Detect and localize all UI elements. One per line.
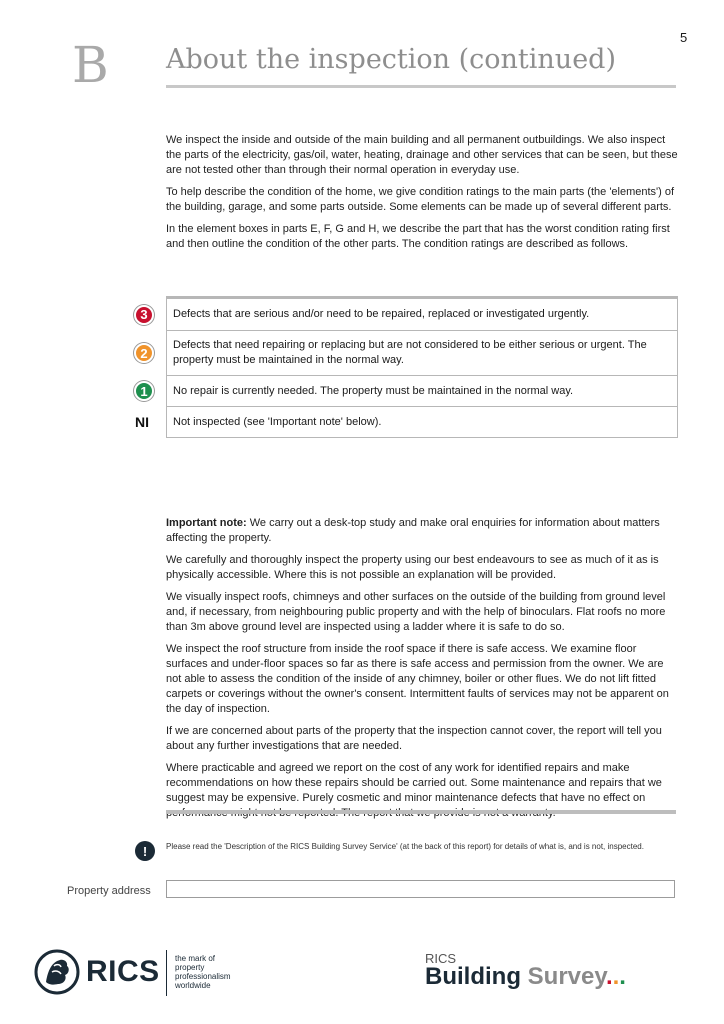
rating-2-badge-icon: 2: [134, 343, 154, 363]
intro-paragraph: We inspect the inside and outside of the main building and all permanent outbuildings. We also inspect the parts of the electricity, gas/oil, water, heating, drainage and other services that can be seen, but these are not tested other than through their normal operation in everyday use.: [166, 134, 678, 176]
note-paragraph: We inspect the roof structure from inside the roof space if there is safe access. We examine floor surfaces and under-floor spaces so far as there is safe access and permission from the owner. We are not able to assess the condition of the inside of any chimney, boiler or other flues. We do not lift fitted carpets or coverings without the owner's consent. Intermittent faults of services may not be apparent on the day of inspection.: [166, 643, 669, 715]
rating-3-badge-icon: 3: [134, 305, 154, 325]
important-note-paragraph: [166, 516, 680, 546]
brand-building-survey: [425, 965, 626, 989]
important-notes: [166, 516, 680, 828]
rating-row-2: [140, 331, 677, 376]
brand-survey: Survey: [527, 963, 606, 990]
rating-description: No repair is currently needed. The property must be maintained in the normal way.: [173, 384, 574, 397]
logo-divider: [166, 950, 167, 996]
tagline-line: the mark of: [175, 954, 216, 963]
brand-building: Building: [425, 963, 521, 990]
intro-paragraph: To help describe the condition of the home, we give condition ratings to the main parts (the 'elements') of the building, garage, and some parts outside. Some elements can be made up of several different parts.: [166, 186, 675, 213]
rics-logo: [34, 948, 160, 996]
info-text: Please read the 'Description of the RICS Building Survey Service' (at the back of this report) for details of what is, and is not, inspected.: [166, 842, 644, 851]
tagline-line: worldwide: [175, 981, 211, 990]
rating-1-badge-icon: 1: [134, 381, 154, 401]
brand-dot-red: .: [605, 963, 613, 990]
property-address-field[interactable]: [166, 880, 675, 898]
tagline-line: professionalism: [175, 972, 231, 981]
brand-dot-orange: .: [612, 963, 620, 990]
intro-text: [166, 133, 678, 259]
rating-description: Not inspected (see 'Important note' below).: [173, 415, 382, 428]
intro-paragraph: In the element boxes in parts E, F, G and H, we describe the part that has the worst condition rating first and then outline the condition of the other parts. The condition ratings are described as follows.: [166, 223, 670, 250]
rating-description: Defects that need repairing or replacing but are not considered to be either serious or urgent. The property must be maintained in the normal way.: [173, 339, 647, 366]
rics-wordmark: RICS: [86, 955, 160, 988]
tagline: [175, 954, 231, 990]
rating-row-3: [140, 299, 677, 331]
rating-row-ni: [135, 407, 677, 437]
brand-rics: RICS: [425, 951, 457, 966]
page-number: 5: [680, 30, 688, 45]
section-letter: B: [72, 36, 109, 94]
tagline-line: property: [175, 963, 205, 972]
note-paragraph: We carefully and thoroughly inspect the property using our best endeavours to see as much of it as is physically accessible. Where this is not possible an explanation will be provided.: [166, 554, 659, 581]
rating-row-1: [140, 376, 677, 407]
important-note-first: We carry out a desk-top study and make oral enquiries for information about matters affecting the property.: [166, 517, 660, 544]
section-title: About the inspection (continued): [166, 44, 616, 75]
rating-ni-label: NI: [135, 413, 149, 430]
note-paragraph: If we are concerned about parts of the property that the inspection cannot cover, the report will tell you about any further investigations that are needed.: [166, 725, 662, 752]
lion-emblem-icon: [34, 948, 80, 996]
exclamation-icon: !: [135, 841, 155, 861]
rating-description: Defects that are serious and/or need to be repaired, replaced or investigated urgently.: [173, 308, 590, 320]
note-paragraph: Where practicable and agreed we report on the cost of any work for identified repairs and make recommendations on how these repairs should be carried out. Some maintenance and repairs that we suggest may be expensive. Purely cosmetic and minor maintenance defects that have no effect on: [166, 762, 662, 804]
brand-dot-green: .: [619, 963, 626, 990]
notes-rule: [166, 810, 676, 814]
note-paragraph: We visually inspect roofs, chimneys and other surfaces on the outside of the building from ground level and, if necessary, from neighbouring public property and with the help of binoculars. Flat roofs no more than 3m above ground level are inspected using a ladder where it is safe to do so.: [166, 591, 666, 633]
property-address-label: Property address: [67, 885, 151, 897]
condition-ratings-table: [135, 296, 678, 438]
important-note-label: Important note:: [166, 517, 247, 529]
title-rule: [166, 85, 676, 88]
